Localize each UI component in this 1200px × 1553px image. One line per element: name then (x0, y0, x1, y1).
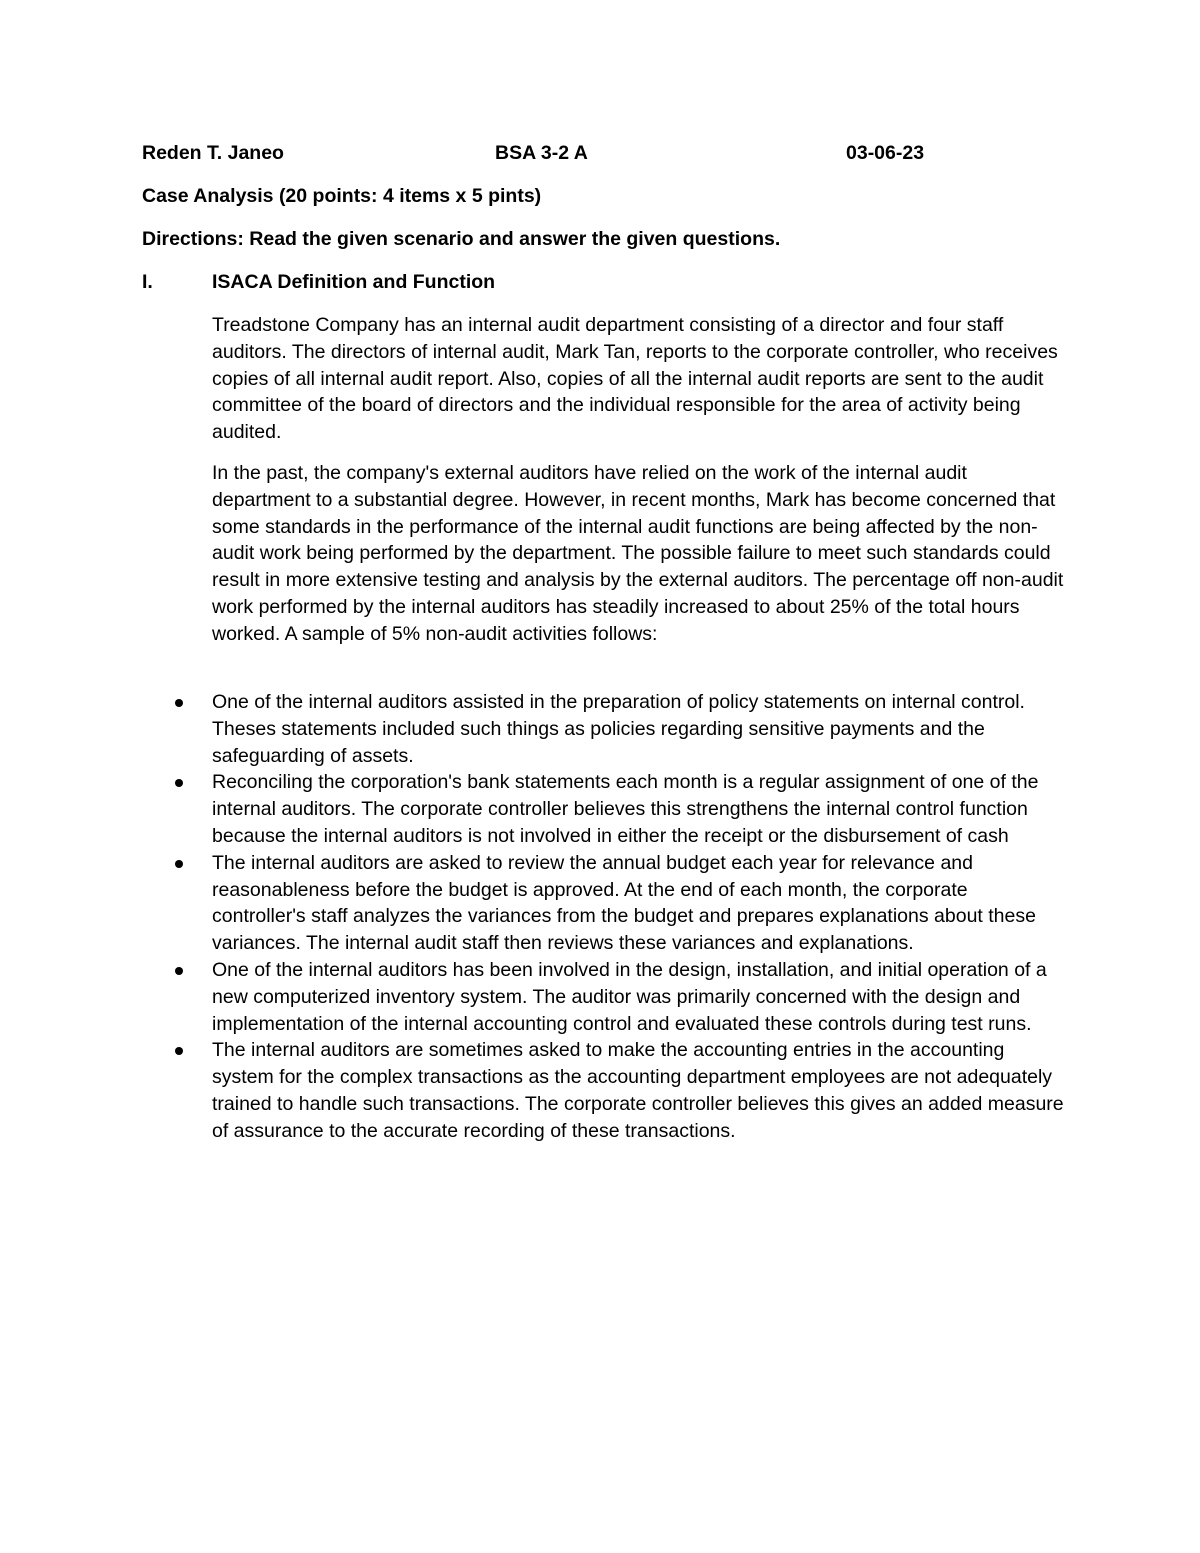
list-item-text: One of the internal auditors has been involved in the design, installation, and initial operation of a new computerized inventory system. The auditor was primarily concerned with the design and implementation of the internal accounting control and evaluated these controls during test runs. (212, 958, 1047, 1035)
bullet-icon (175, 860, 183, 868)
list-item (142, 1037, 1064, 1144)
directions: Directions: Read the given scenario and answer the given questions. (142, 228, 781, 250)
list-item-text: One of the internal auditors assisted in the preparation of policy statements on internal control. Theses statements included such things as policies regarding sensitive payments and the safeguarding of assets. (212, 691, 1025, 767)
document-date: 03-06-23 (846, 142, 925, 164)
list-item (142, 850, 1064, 957)
list-item (142, 689, 1064, 769)
section-number: I. (142, 271, 153, 293)
header-row (142, 142, 1062, 168)
scenario-paragraph-2: In the past, the company's external auditors have relied on the work of the internal audit department to a substantial degree. However, in recent months, Mark has become concerned that some standards in the performance of the internal audit functions are being affected by the non-audit work being performed by the department. The possible failure to meet such standards could result in more extensive testing and analysis by the external auditors. The percentage off non-audit work performed by the internal auditors has steadily increased to about 25% of the total hours worked. A sample of 5% non-audit activities follows: (212, 462, 1064, 645)
bullet-icon (175, 967, 183, 975)
bullet-icon (175, 1047, 183, 1055)
case-title: Case Analysis (20 points: 4 items x 5 pints) (142, 185, 542, 207)
student-name: Reden T. Janeo (142, 142, 284, 164)
list-item (142, 957, 1064, 1037)
bullet-icon (175, 699, 183, 707)
bullet-icon (175, 779, 183, 787)
class-section: BSA 3-2 A (495, 142, 588, 164)
list-item-text: The internal auditors are asked to review the annual budget each year for relevance and reasonableness before the budget is approved. At the end of each month, the corporate controller's staff analyzes the variances from the budget and prepares explanations about these variances. The internal audit staff then reviews these variances and explanations. (212, 851, 1036, 955)
non-audit-activities-list (142, 689, 1064, 1145)
scenario-paragraph-1: Treadstone Company has an internal audit department consisting of a director and four staff auditors. The directors of internal audit, Mark Tan, reports to the corporate controller, who receives copies of all internal audit report. Also, copies of all the internal audit reports are sent to the audit committee of the board of directors and the individual responsible for the area of activity being audited. (212, 314, 1058, 444)
list-item (142, 769, 1064, 849)
list-item-text: The internal auditors are sometimes asked to make the accounting entries in the accounting system for the complex transactions as the accounting department employees are not adequately trained to handle such transactions. The corporate controller believes this gives an added measure of assurance to the accurate recording of these transactions. (212, 1039, 1064, 1142)
section-title: ISACA Definition and Function (212, 271, 496, 293)
list-item-text: Reconciling the corporation's bank statements each month is a regular assignment of one of the internal auditors. The corporate controller believes this strengthens the internal control function because the internal auditors is not involved in either the receipt or the disbursement of cash (212, 771, 1039, 847)
